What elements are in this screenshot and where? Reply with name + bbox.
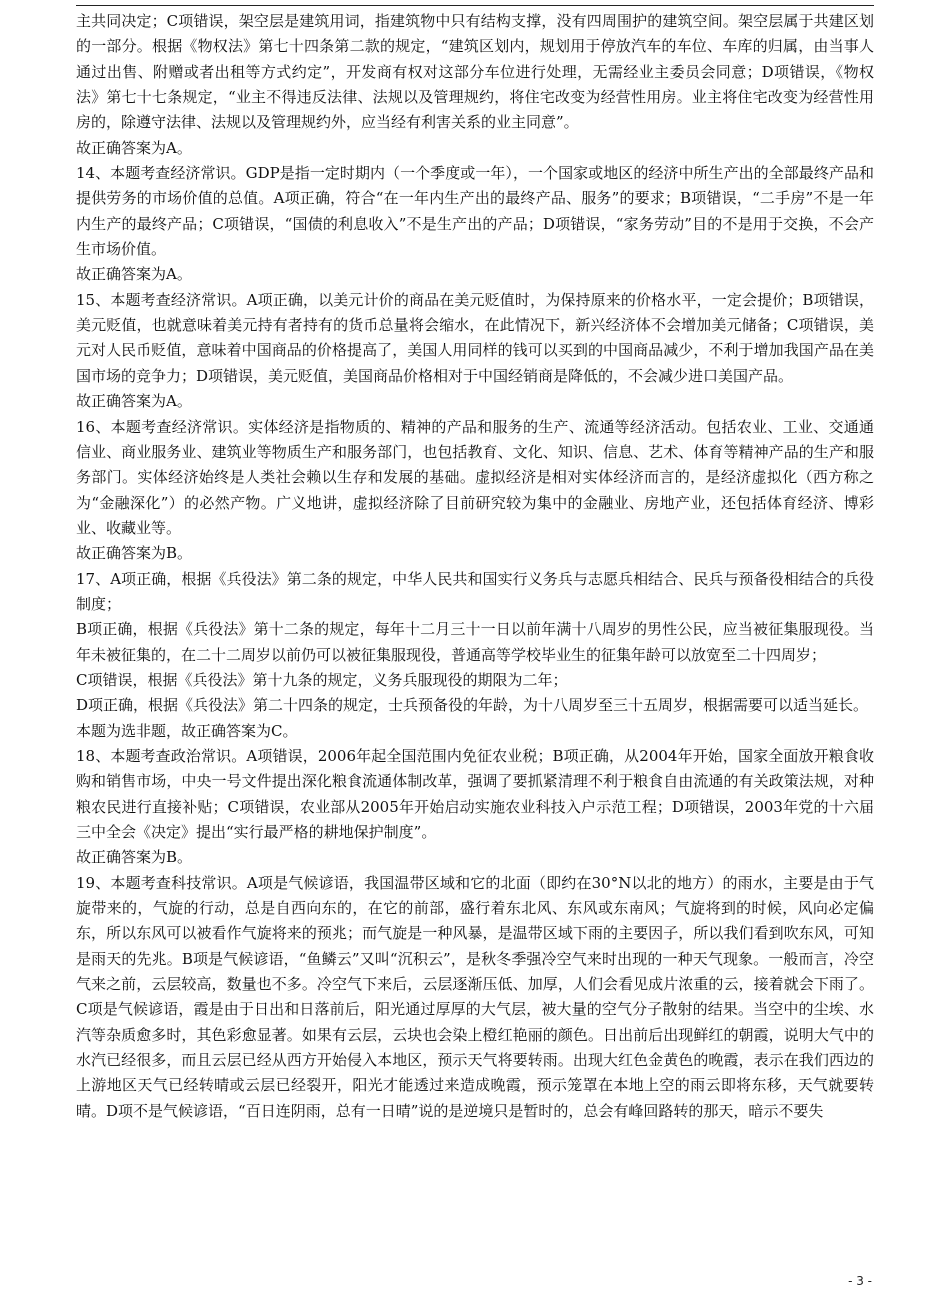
document-body xyxy=(76,9,874,1124)
question-17-option-d: D项正确，根据《兵役法》第二十四条的规定，士兵预备役的年龄，为十八周岁至三十五周岁，根据需要可以适当延长。 xyxy=(76,696,869,715)
question-17-option-b: B项正确，根据《兵役法》第十二条的规定，每年十二月三十一日以前年满十八周岁的男性公民，应当被征集服现役。当年未被征集的，在二十二周岁以前仍可以被征集服现役，普通高等学校毕业生的征集年龄可以放宽至二十四周岁； xyxy=(76,620,874,664)
question-18-explanation: 18、本题考查政治常识。A项错误，2006年起全国范围内免征农业税；B项正确，从2004年开始，国家全面放开粮食收购和销售市场，中央一号文件提出深化粮食流通体制改革，强调了要抓紧清理不利于粮食自由流通的有关政策法规，对种粮农民进行直接补贴；C项错误，农业部从2005年开始启动实施农业科技入户示范工程；D项错误，2003年党的十六届三中全会《决定》提出“实行最严格的耕地保护制度”。 xyxy=(76,746,874,841)
answer-line: 本题为选非题，故正确答案为C。 xyxy=(76,721,298,740)
question-16-explanation: 16、本题考查经济常识。实体经济是指物质的、精神的产品和服务的生产、流通等经济活动。包括农业、工业、交通通信业、商业服务业、建筑业等物质生产和服务部门，也包括教育、文化、知识、信息、艺术、体育等精神产品的生产和服务部门。实体经济始终是人类社会赖以生存和发展的基础。虚拟经济是相对实体经济而言的，是经济虚拟化（西方称之为“金融深化”）的必然产物。广义地讲，虚拟经济除了目前研究较为集中的金融业、房地产业，还包括体育经济、博彩业、收藏业等。 xyxy=(76,417,874,537)
header-rule xyxy=(76,5,874,6)
answer-line: 故正确答案为A。 xyxy=(76,265,192,284)
answer-line: 故正确答案为A。 xyxy=(76,138,192,157)
question-19-explanation: 19、本题考查科技常识。A项是气候谚语，我国温带区域和它的北面（即约在30°N以北的地方）的雨水，主要是由于气旋带来的，气旋的行动，总是自西向东的，在它的前部，盛行着东北风、东风或东南风；气旋将到的时候，风向必定偏东，所以东风可以被看作气旋将来的预兆；而气旋是一种风暴，是温带区域下雨的主要因子，所以我们看到吹东风，可知是雨天的先兆。B项是气候谚语，“鱼鳞云”又叫“沉积云”，是秋冬季强冷空气来时出现的一种天气现象。一般而言，冷空气来之前，云层较高，数量也不多。冷空气下来后，云层逐渐压低、加厚，人们会看见成片浓重的云，接着就会下雨了。C项是气候谚语，霞是由于日出和日落前后，阳光通过厚厚的大气层，被大量的空气分子散射的结果。当空中的尘埃、水汽等杂质愈多时，其色彩愈显著。如果有云层，云块也会染上橙红艳丽的颜色。日出前后出现鲜红的朝霞，说明大气中的水汽已经很多，而且云层已经从西方开始侵入本地区，预示天气将要转雨。出现大红色金黄色的晚霞，表示在我们西边的上游地区天气已经转晴或云层已经裂开，阳光才能透过来造成晚霞，预示笼罩在本地上空的雨云即将东移，天气就要转晴。D项不是气候谚语，“百日连阴雨，总有一日晴”说的是逆境只是暂时的，总会有峰回路转的那天，暗示不要失 xyxy=(76,873,874,1120)
question-17-option-a: 17、A项正确，根据《兵役法》第二条的规定，中华人民共和国实行义务兵与志愿兵相结合、民兵与预备役相结合的兵役制度； xyxy=(76,569,874,613)
page-number: - 3 - xyxy=(848,1274,872,1288)
paragraph-continuation: 主共同决定；C项错误，架空层是建筑用词，指建筑物中只有结构支撑，没有四周围护的建筑空间。架空层属于共建区划的一部分。根据《物权法》第七十四条第二款的规定，“建筑区划内，规划用于停放汽车的车位、车库的归属，由当事人通过出售、附赠或者出租等方式约定”，开发商有权对这部分车位进行处理，无需经业主委员会同意；D项错误，《物权法》第七十七条规定，“业主不得违反法律、法规以及管理规约，将住宅改变为经营性用房。业主将住宅改变为经营性用房的，除遵守法律、法规以及管理规约外，应当经有利害关系的业主同意”。 xyxy=(76,12,874,132)
answer-line: 故正确答案为A。 xyxy=(76,392,192,411)
question-17-option-c: C项错误，根据《兵役法》第十九条的规定，义务兵服现役的期限为二年； xyxy=(76,670,568,689)
question-14-explanation: 14、本题考查经济常识。GDP是指一定时期内（一个季度或一年），一个国家或地区的经济中所生产出的全部最终产品和提供劳务的市场价值的总值。A项正确，符合“在一年内生产出的最终产品、服务”的要求；B项错误，“二手房”不是一年内生产的最终产品；C项错误，“国债的利息收入”不是生产出的产品；D项错误，“家务劳动”目的不是用于交换，不会产生市场价值。 xyxy=(76,164,874,259)
answer-line: 故正确答案为B。 xyxy=(76,848,193,867)
question-15-explanation: 15、本题考查经济常识。A项正确，以美元计价的商品在美元贬值时，为保持原来的价格水平，一定会提价；B项错误，美元贬值，也就意味着美元持有者持有的货币总量将会缩水，在此情况下，新兴经济体不会增加美元储备；C项错误，美元对人民币贬值，意味着中国商品的价格提高了，美国人用同样的钱可以买到的中国商品减少，不利于增加我国产品在美国市场的竞争力；D项错误，美元贬值，美国商品价格相对于中国经销商是降低的，不会减少进口美国产品。 xyxy=(76,290,874,385)
answer-line: 故正确答案为B。 xyxy=(76,544,193,563)
